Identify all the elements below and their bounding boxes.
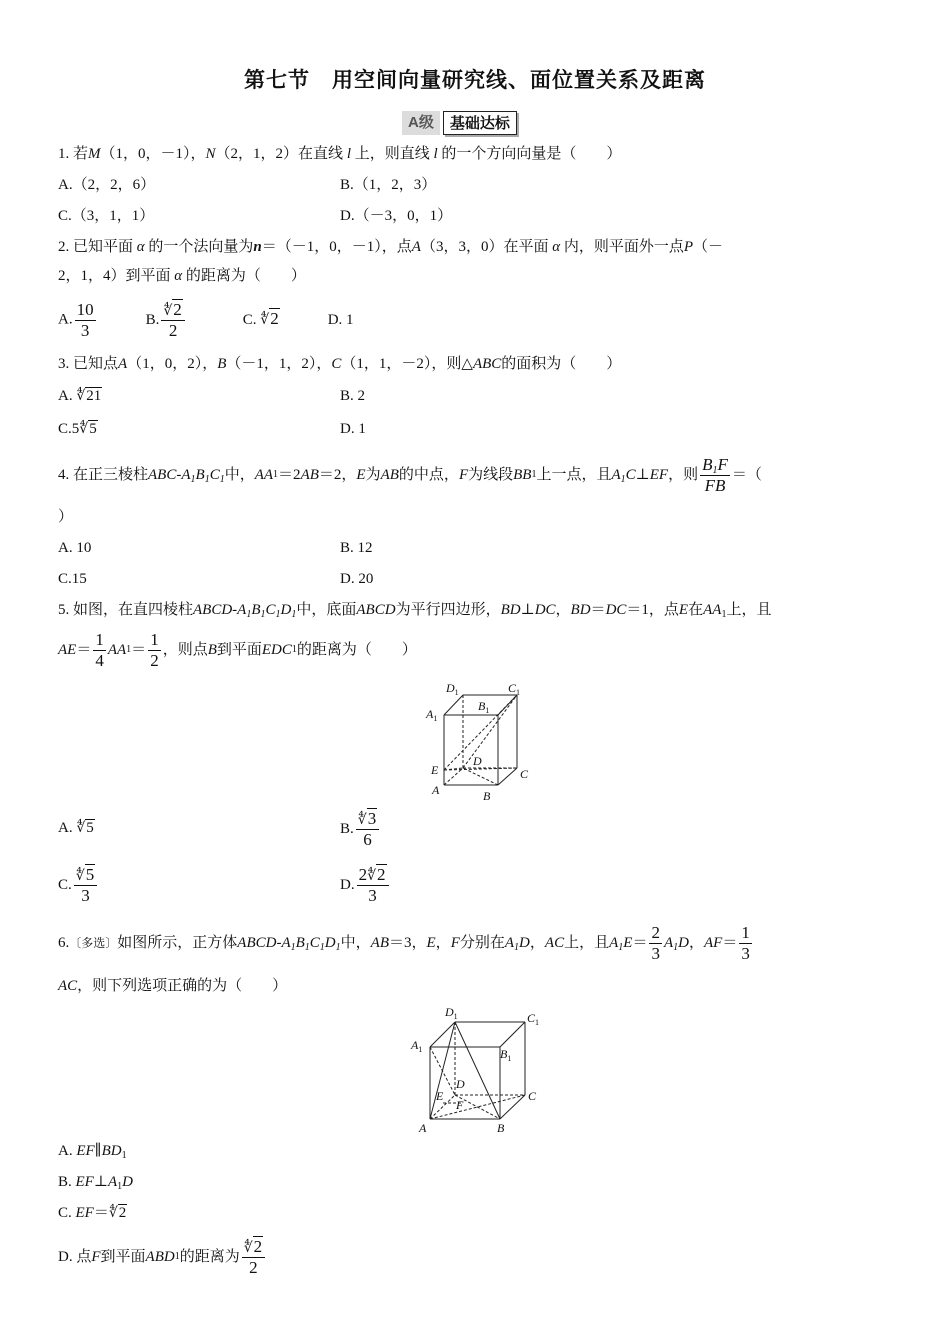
question-1-option-b: B.（1，2，3） [340, 177, 437, 193]
question-6-option-a: A. $EF\parallel BD_1$ [58, 1143, 127, 1161]
fig5-label-b: B [483, 789, 491, 803]
question-5-prism-figure [420, 680, 530, 805]
question-5-stem: 5. 如图，在直四棱柱ABCD-$A_1B_1C_1D_1$中，底面ABCD为平行四边形，BD⊥DC，BD＝DC＝1，点E在$AA_1$上，且 [58, 602, 772, 620]
question-2-stem-line2: 2，1，4）到平面 α 的距离为（ ） [58, 268, 306, 284]
fig6-label-c: C [528, 1089, 537, 1103]
question-6-stem: 6. 〔多选〕 如图所示，正方体 ABCD-$A_1B_1C_1D_1$ 中， AB ＝3， E ， F 分别在 $A_1D$ ， AC 上，且 $A_1E$ ＝ $\frac{2}{3}$ $A_1D$ ， AF ＝ $\frac{1}{3}$ [58, 922, 750, 963]
fig6-label-f: F [456, 1098, 464, 1112]
question-3-option-c: C.5∜5 [58, 421, 97, 437]
fig5-label-a: A [432, 783, 440, 797]
question-6-stem-line2: AC，则下列选项正确的为（ ） [58, 978, 288, 994]
question-2-option-a: A. $\frac{10}{3}$ [58, 299, 94, 340]
fig6-label-a: A [419, 1121, 427, 1135]
question-4-fraction: $\frac{B_1F}{FB}$ [702, 454, 728, 495]
question-4-option-b: B. 12 [340, 540, 373, 556]
question-3-option-b: B. 2 [340, 388, 366, 404]
fig6-label-b1: $B_1$ [500, 1047, 512, 1063]
level-banner [402, 110, 517, 136]
question-4-close: ） [58, 509, 74, 525]
question-6-cube-figure [405, 1002, 545, 1137]
page-title: 第七节 用空间向量研究线、面位置关系及距离 [244, 68, 706, 92]
question-6-option-b: B. $EF\perp A_1D$ [58, 1174, 133, 1192]
fig5-label-a1: $A_1$ [426, 707, 438, 723]
fig6-label-a1: $A_1$ [411, 1038, 423, 1054]
fig6-label-b: B [497, 1121, 505, 1135]
level-badge: A级 [402, 111, 440, 135]
fig5-label-c1: $C_1$ [508, 681, 521, 697]
question-2-options [58, 298, 354, 342]
fig6-label-d1: $D_1$ [445, 1005, 458, 1021]
fig5-label-c: C [520, 767, 529, 781]
question-4-stem: 4. 在正三棱柱 ABC-$A_1B_1C_1$ 中， AA 1 ＝2 AB ＝2， E 为 AB 的中点， F 为线段 BB 1 上一点，且 $A_1C$ ⊥ EF ，则 $\frac{B_1F}{FB}$ ＝（ [58, 454, 762, 495]
question-1-option-c: C.（3，1，1） [58, 208, 155, 224]
question-2-stem: 2. 已知平面 α 的一个法向量为n＝（－1，0，－1），点A（3，3，0）在平面 α 内，则平面外一点P（－ [58, 239, 724, 255]
question-4-option-a: A. 10 [58, 540, 92, 556]
question-1-stem: 1. 若M（1，0，－1），N（2，1，2）在直线 l 上，则直线 l 的一个方向向量是（ ） [58, 146, 622, 162]
fig6-label-c1: $C_1$ [527, 1011, 540, 1027]
fig6-label-e: E [436, 1089, 444, 1103]
question-6-option-d: D. 点 F 到平面 ABD 1 的距离为 $\frac{∜2}{2}$ [58, 1234, 267, 1280]
question-5-option-a: A. ∜5 [58, 820, 94, 836]
question-3-stem: 3. 已知点A（1，0，2），B（－1，1，2），C（1，1，－2），则△ABC的面积为（ ） [58, 356, 622, 372]
fig5-label-b1: $B_1$ [478, 699, 490, 715]
question-5-option-d: D. $\frac{2∜2}{3}$ [340, 862, 391, 908]
fig6-label-d: D [456, 1077, 465, 1091]
fig5-label-d: D [473, 754, 482, 768]
question-5-option-b: B. $\frac{∜3}{6}$ [340, 806, 381, 852]
question-2-option-d: D. 1 [327, 312, 354, 328]
level-label: 基础达标 [443, 111, 517, 135]
question-6-option-c: C. EF＝∜2 [58, 1205, 127, 1221]
question-4-option-c: C.15 [58, 571, 87, 587]
question-3-option-a: A. ∜21 [58, 388, 102, 404]
question-5-stem-line2: AE ＝ $\frac{1}{4}$ AA 1 ＝ $\frac{1}{2}$ ，则点 B 到平面 EDC 1 的距离为（ ） [58, 629, 417, 670]
question-1-option-d: D.（－3，0，1） [340, 208, 453, 224]
question-4-option-d: D. 20 [340, 571, 374, 587]
question-3-option-d: D. 1 [340, 421, 366, 437]
question-5-option-c: C. $\frac{∜5}{3}$ [58, 862, 99, 908]
question-2-option-b: B. $\frac{∜2}{2}$ [146, 300, 187, 341]
question-2-option-c: C. ∜2 [242, 309, 279, 328]
question-1-option-a: A.（2，2，6） [58, 177, 156, 193]
fig5-label-e: E [431, 763, 439, 777]
multi-select-tag: 〔多选〕 [69, 936, 118, 950]
fig5-label-d1: $D_1$ [446, 681, 459, 697]
